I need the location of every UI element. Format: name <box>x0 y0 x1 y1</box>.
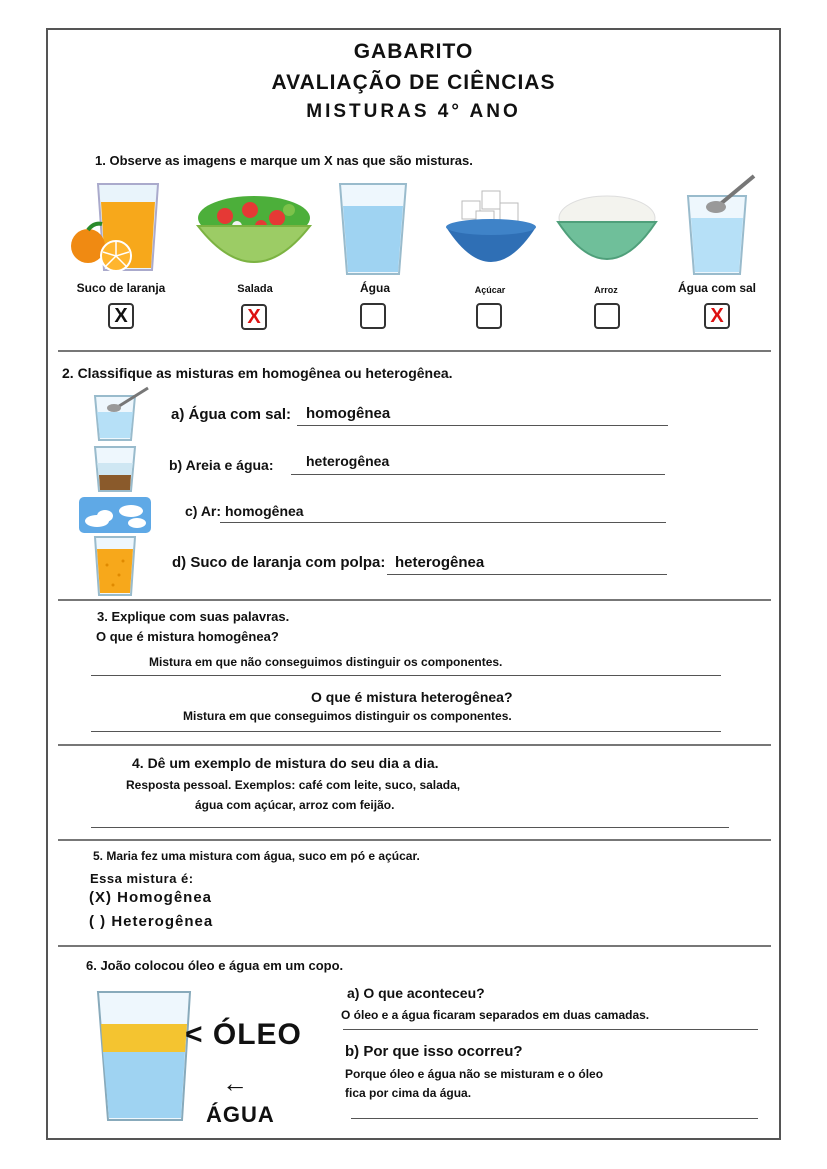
q2d-answer[interactable]: heterogênea <box>395 554 485 571</box>
q3-answer-heterogenea[interactable]: Mistura em que conseguimos distinguir os componentes. <box>183 709 512 723</box>
salt-water-icon <box>684 174 758 276</box>
q2-question: 2. Classifique as misturas em homogênea ou heterogênea. <box>62 365 453 381</box>
q2d-prompt: d) Suco de laranja com polpa: <box>172 554 386 571</box>
q2b-answer[interactable]: heterogênea <box>306 453 390 469</box>
q4-answer-line <box>91 827 729 828</box>
salad-icon <box>195 188 313 276</box>
q3-answer-line-2 <box>91 731 721 732</box>
oil-water-glass-icon <box>96 990 192 1122</box>
q5-question: 5. Maria fez uma mistura com água, suco em pó e açúcar. <box>93 849 420 863</box>
checkbox-arroz[interactable] <box>594 303 620 329</box>
q6a-answer[interactable]: O óleo e a água ficaram separados em duas camadas. <box>341 1008 650 1022</box>
q2c-answer[interactable]: homogênea <box>225 503 304 519</box>
water-arrow-icon: ← <box>222 1068 248 1098</box>
water-label: ÁGUA <box>206 1102 275 1127</box>
orange-pulp-juice-icon <box>93 535 137 597</box>
checkbox-suco-de-laranja[interactable]: X <box>108 303 134 329</box>
divider <box>58 945 771 947</box>
salt-water-small-icon <box>92 386 152 442</box>
label-arroz: Arroz <box>594 285 618 295</box>
header-subject: AVALIAÇÃO DE CIÊNCIAS <box>271 71 556 94</box>
orange-juice-icon <box>68 180 164 276</box>
divider <box>58 350 771 352</box>
q3-title: 3. Explique com suas palavras. <box>97 609 290 624</box>
header-gabarito: GABARITO <box>353 40 474 63</box>
label-salada: Salada <box>237 283 273 295</box>
header-topic: MISTURAS 4° ANO <box>306 101 521 122</box>
q3-sub-homogenea: O que é mistura homogênea? <box>96 629 279 644</box>
q2b-answer-line <box>291 474 665 475</box>
q4-answer-line2[interactable]: água com açúcar, arroz com feijão. <box>195 798 395 812</box>
q6b-question: b) Por que isso ocorreu? <box>345 1043 523 1060</box>
checkbox-agua-com-sal[interactable]: X <box>704 303 730 329</box>
q6a-answer-line <box>343 1029 758 1030</box>
divider <box>58 744 771 746</box>
q2c-answer-line <box>220 522 666 523</box>
q6b-answer-line2[interactable]: fica por cima da água. <box>345 1086 472 1100</box>
q5-option-homogenea[interactable]: (X) Homogênea <box>89 889 213 906</box>
q2c-prompt: c) Ar: <box>185 503 222 519</box>
q4-question: 4. Dê um exemplo de mistura do seu dia a dia. <box>132 755 439 771</box>
label-agua: Água <box>360 281 390 295</box>
q2a-prompt: a) Água com sal: <box>171 406 292 423</box>
label-acucar: Açúcar <box>474 285 506 295</box>
q6b-answer-line1[interactable]: Porque óleo e água não se misturam e o óleo <box>345 1067 604 1081</box>
sand-water-icon <box>93 445 137 493</box>
checkbox-agua[interactable] <box>360 303 386 329</box>
q3-answer-line-1 <box>91 675 721 676</box>
rice-bowl-icon <box>556 192 658 274</box>
q6-question: 6. João colocou óleo e água em um copo. <box>86 958 344 973</box>
q2a-answer-line <box>297 425 668 426</box>
q6b-answer-line <box>351 1118 758 1119</box>
checkbox-salada[interactable]: X <box>241 304 267 330</box>
label-agua-com-sal: Água com sal <box>677 281 757 295</box>
q2b-prompt: b) Areia e água: <box>169 457 274 473</box>
sugar-bowl-icon <box>444 187 538 275</box>
checkbox-acucar[interactable] <box>476 303 502 329</box>
q1-question: 1. Observe as imagens e marque um X nas que são misturas. <box>95 153 473 168</box>
q2d-answer-line <box>387 574 667 575</box>
divider <box>58 839 771 841</box>
q3-sub-heterogenea: O que é mistura heterogênea? <box>311 689 513 705</box>
q4-answer-line1[interactable]: Resposta pessoal. Exemplos: café com leite, suco, salada, <box>126 778 461 792</box>
oil-label: < ÓLEO <box>185 1018 302 1051</box>
q2a-answer[interactable]: homogênea <box>306 405 391 422</box>
label-suco-de-laranja: Suco de laranja <box>76 281 166 295</box>
q6a-question: a) O que aconteceu? <box>347 985 485 1001</box>
air-clouds-icon <box>79 497 151 533</box>
q3-answer-homogenea[interactable]: Mistura em que não conseguimos distinguir os componentes. <box>149 655 503 669</box>
q5-prompt: Essa mistura é: <box>90 871 194 886</box>
divider <box>58 599 771 601</box>
q5-option-heterogenea[interactable]: ( ) Heterogênea <box>89 913 214 930</box>
water-glass-icon <box>338 182 408 276</box>
